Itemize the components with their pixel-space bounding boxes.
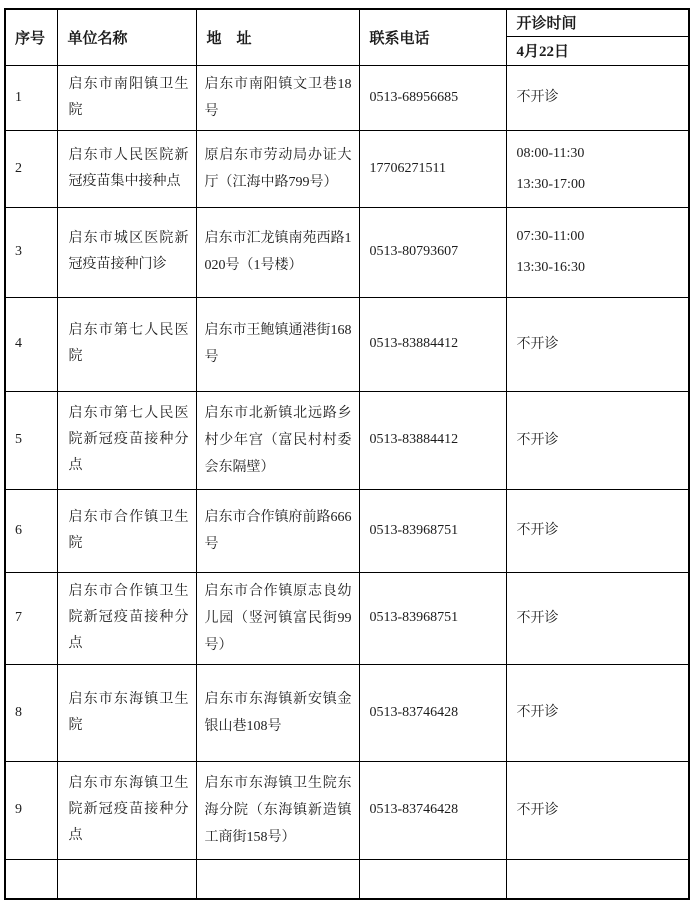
cell-unit-name: 启东市东海镇卫生院新冠疫苗接种分点 xyxy=(57,761,196,859)
cell-seq: 6 xyxy=(5,489,57,572)
table-row xyxy=(5,572,689,664)
table-row xyxy=(5,489,689,572)
col-header-address: 地 址 xyxy=(196,9,359,65)
col-header-unit: 单位名称 xyxy=(57,9,196,65)
table-row xyxy=(5,207,689,297)
cell-address: 启东市王鲍镇通港街168号 xyxy=(196,297,359,391)
table-row xyxy=(5,65,689,130)
open-time-line-1: 08:00-11:30 xyxy=(516,145,585,161)
table-row xyxy=(5,761,689,859)
col-header-time-date: 4月22日 xyxy=(506,36,689,65)
table-row xyxy=(5,130,689,207)
cell-phone: 0513-83746428 xyxy=(359,761,506,859)
cell-open-time xyxy=(506,664,689,761)
cell-address: 启东市汇龙镇南苑西路1020号（1号楼） xyxy=(196,207,359,297)
cell-phone: 0513-83968751 xyxy=(359,572,506,664)
cell-unit-name: 启东市第七人民医院新冠疫苗接种分点 xyxy=(57,391,196,489)
cell-unit-name: 启东市第七人民医院 xyxy=(57,297,196,391)
open-time-line-1: 07:30-11:00 xyxy=(516,229,585,244)
col-header-phone: 联系电话 xyxy=(359,9,506,65)
table-row-partial xyxy=(5,859,689,899)
cell-phone: 0513-83746428 xyxy=(359,664,506,761)
table-header xyxy=(5,9,689,65)
cell-phone: 17706271511 xyxy=(359,130,506,207)
open-time-line-1: 不开诊 xyxy=(516,802,559,818)
cell-open-time xyxy=(506,65,689,130)
cell-address: 启东市合作镇原志良幼儿园（竖河镇富民街99号） xyxy=(196,572,359,664)
cell-unit-name: 启东市城区医院新冠疫苗接种门诊 xyxy=(57,207,196,297)
open-time-line-1: 不开诊 xyxy=(516,705,559,720)
vaccination-clinic-table xyxy=(4,8,690,900)
cell-phone xyxy=(359,859,506,899)
cell-seq: 7 xyxy=(5,572,57,664)
cell-open-time xyxy=(506,572,689,664)
cell-phone: 0513-83884412 xyxy=(359,391,506,489)
cell-unit-name: 启东市人民医院新冠疫苗集中接种点 xyxy=(57,130,196,207)
cell-phone: 0513-68956685 xyxy=(359,65,506,130)
cell-address: 启东市东海镇卫生院东海分院（东海镇新造镇工商街158号） xyxy=(196,761,359,859)
col-header-time-group: 开诊时间 xyxy=(506,9,689,36)
table-row xyxy=(5,664,689,761)
cell-unit-name: 启东市南阳镇卫生院 xyxy=(57,65,196,130)
cell-unit-name: 启东市合作镇卫生院 xyxy=(57,489,196,572)
cell-seq: 4 xyxy=(5,297,57,391)
cell-open-time xyxy=(506,207,689,297)
open-time-line-1: 不开诊 xyxy=(516,523,559,538)
cell-unit-name: 启东市东海镇卫生院 xyxy=(57,664,196,761)
open-time-line-1: 不开诊 xyxy=(516,336,559,352)
cell-phone: 0513-80793607 xyxy=(359,207,506,297)
cell-seq: 9 xyxy=(5,761,57,859)
cell-phone: 0513-83968751 xyxy=(359,489,506,572)
open-time-line-2: 13:30-17:00 xyxy=(516,176,585,192)
cell-unit-name xyxy=(57,859,196,899)
cell-open-time xyxy=(506,391,689,489)
cell-open-time xyxy=(506,761,689,859)
table-body xyxy=(5,65,689,899)
cell-address: 启东市北新镇北远路乡村少年宫（富民村村委会东隔壁） xyxy=(196,391,359,489)
cell-unit-name: 启东市合作镇卫生院新冠疫苗接种分点 xyxy=(57,572,196,664)
table-row xyxy=(5,297,689,391)
cell-open-time xyxy=(506,297,689,391)
cell-address: 启东市东海镇新安镇金银山巷108号 xyxy=(196,664,359,761)
cell-seq: 2 xyxy=(5,130,57,207)
cell-seq: 3 xyxy=(5,207,57,297)
cell-open-time xyxy=(506,859,689,899)
cell-address: 原启东市劳动局办证大厅（江海中路799号） xyxy=(196,130,359,207)
open-time-line-2: 13:30-16:30 xyxy=(516,260,585,275)
cell-phone: 0513-83884412 xyxy=(359,297,506,391)
open-time-line-1: 不开诊 xyxy=(516,90,559,105)
open-time-line-1: 不开诊 xyxy=(516,432,559,448)
cell-seq: 1 xyxy=(5,65,57,130)
cell-seq: 5 xyxy=(5,391,57,489)
open-time-line-1: 不开诊 xyxy=(516,610,559,626)
cell-address: 启东市合作镇府前路666号 xyxy=(196,489,359,572)
table-row xyxy=(5,391,689,489)
col-header-seq: 序号 xyxy=(5,9,57,65)
cell-address: 启东市南阳镇文卫巷18号 xyxy=(196,65,359,130)
cell-open-time xyxy=(506,130,689,207)
cell-seq xyxy=(5,859,57,899)
cell-open-time xyxy=(506,489,689,572)
cell-address xyxy=(196,859,359,899)
cell-seq: 8 xyxy=(5,664,57,761)
